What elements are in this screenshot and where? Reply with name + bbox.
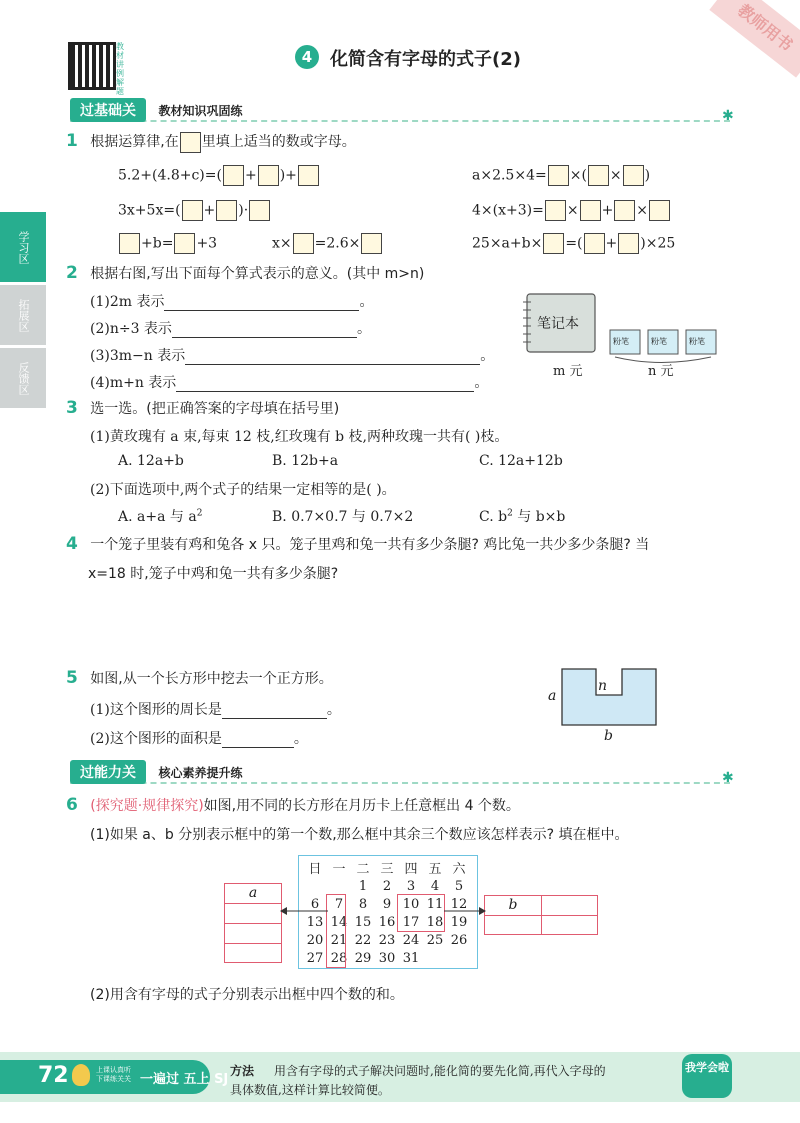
q3-p1-option-b[interactable]: B. 12b+a xyxy=(272,453,339,469)
qr-labels: 教 材 讲 例 解 题 xyxy=(116,42,124,96)
cal-day: 26 xyxy=(450,932,468,948)
star-icon: ✱ xyxy=(722,770,734,786)
cal-head: 日 xyxy=(308,862,322,877)
page-title: 化简含有字母的式子(2) xyxy=(330,49,521,70)
cal-day xyxy=(423,949,447,967)
method-text: 用含有字母的式子解决问题时,能化简的要先化简,再代入字母的 具体数值,这样计算比较简便。 xyxy=(230,1064,606,1097)
frame-b-label: b xyxy=(485,896,542,915)
cal-day: 1 xyxy=(358,878,368,894)
cal-day: 18 xyxy=(426,914,444,930)
section-ability-title: 过能力关 xyxy=(70,760,146,784)
q6-part1: (1)如果 a、b 分别表示框中的第一个数,那么框中其余三个数应该怎样表示? 填在框中。 xyxy=(90,827,629,843)
q5-part1: (1)这个图形的周长是 。 xyxy=(90,702,341,718)
cal-day: 13 xyxy=(306,914,324,930)
q4-line2: x=18 时,笼子中鸡和兔一共有多少条腿? xyxy=(88,566,339,582)
q3-p2-option-b[interactable]: B. 0.7×0.7 与 0.7×2 xyxy=(272,509,414,525)
q3-part1: (1)黄玫瑰有 a 束,每束 12 枝,红玫瑰有 b 枝,两种玫瑰一共有( )枝。 xyxy=(90,429,509,445)
cal-day: 25 xyxy=(426,932,444,948)
notebook-label: 笔记本 xyxy=(537,316,579,332)
answer-frame-a[interactable] xyxy=(224,883,282,963)
cal-day: 10 xyxy=(402,896,420,912)
cal-day: 7 xyxy=(334,896,344,912)
side-tab-study[interactable]: 学习区 xyxy=(0,212,46,282)
section-ability-header xyxy=(70,760,730,784)
cal-day: 5 xyxy=(454,878,464,894)
square-frame xyxy=(397,894,445,932)
cal-day: 23 xyxy=(378,932,396,948)
q2-item-4: (4)m+n 表示 。 xyxy=(90,375,489,391)
question-1: 1 根据运算律,在 里填上适当的数或字母。 xyxy=(66,131,356,151)
cal-day: 21 xyxy=(330,932,348,948)
q5-shape-figure xyxy=(560,667,660,729)
cal-head: 一 xyxy=(332,862,346,877)
q3-p2-option-c[interactable]: C. $b^2$ 与 b×b xyxy=(479,508,566,525)
cal-day: 31 xyxy=(402,950,420,966)
question-2: 2 根据右图,写出下面每个算式表示的意义。(其中 m>n) xyxy=(66,263,425,283)
q3-p1-option-a[interactable]: A. 12a+b xyxy=(118,453,184,469)
q1-row1-right: a×2.5×4= ×( × ) xyxy=(472,165,650,186)
q1-row2-right: 4×(x+3)= × + × xyxy=(472,200,671,221)
method-label: 方法 xyxy=(230,1064,255,1078)
q5-label-n: n xyxy=(598,678,608,694)
cal-day: 29 xyxy=(354,950,372,966)
chalk-label-3: 粉笔 xyxy=(689,337,705,346)
q2-item-1: (1)2m 表示 。 xyxy=(90,294,374,310)
cal-head: 二 xyxy=(356,862,370,877)
n-price-label: n 元 xyxy=(648,364,674,379)
q3-p1-option-c[interactable]: C. 12a+12b xyxy=(479,453,563,469)
footer-brand: 一遍过 五上 SJ xyxy=(140,1072,229,1087)
cal-day: 12 xyxy=(450,896,468,912)
side-tab-feedback[interactable]: 反馈区 xyxy=(0,348,46,408)
cal-day: 22 xyxy=(354,932,372,948)
cal-day: 6 xyxy=(310,896,320,912)
chalk-label-1: 粉笔 xyxy=(613,337,629,346)
badge-icon: 我学会啦 xyxy=(682,1054,732,1098)
answer-frame-b[interactable] xyxy=(484,895,598,935)
q1-row3-b: x× =2.6× xyxy=(272,233,383,254)
arrow-right xyxy=(444,905,486,917)
cal-day xyxy=(327,877,351,895)
q3-part2: (2)下面选项中,两个式子的结果一定相等的是( )。 xyxy=(90,482,396,498)
corner-stamp: 教师用书 xyxy=(709,0,800,78)
side-tab-extend[interactable]: 拓展区 xyxy=(0,285,46,345)
star-icon: ✱ xyxy=(722,108,734,124)
q1-row2-left: 3x+5x=( + )· xyxy=(118,200,271,221)
question-3: 3 选一选。(把正确答案的字母填在括号里) xyxy=(66,398,340,418)
cal-day: 15 xyxy=(354,914,372,930)
cal-day: 17 xyxy=(402,914,420,930)
q1-row3-a: +b= +3 xyxy=(118,233,217,254)
q5-label-b: b xyxy=(604,728,613,744)
footer-slogan: 上课认真听 下课练关关 xyxy=(96,1066,131,1083)
cal-day: 4 xyxy=(430,878,440,894)
question-5: 5 如图,从一个长方形中挖去一个正方形。 xyxy=(66,668,333,688)
cal-day: 30 xyxy=(378,950,396,966)
q2-item-3: (3)3m−n 表示 。 xyxy=(90,348,495,364)
cal-day: 11 xyxy=(426,896,444,912)
cal-day: 24 xyxy=(402,932,420,948)
cal-day: 8 xyxy=(358,896,368,912)
question-6: 6 (探究题·规律探究)如图,用不同的长方形在月历卡上任意框出 4 个数。 xyxy=(66,795,520,815)
question-4: 4 一个笼子里装有鸡和兔各 x 只。笼子里鸡和兔一共有多少条腿? 鸡比兔一共少多少条腿? 当 xyxy=(66,534,650,554)
section-basic-title: 过基础关 xyxy=(70,98,146,122)
cal-day: 9 xyxy=(382,896,392,912)
page-number: 72 xyxy=(38,1063,69,1088)
cal-head: 三 xyxy=(380,862,394,877)
q5-part2: (2)这个图形的面积是 。 xyxy=(90,731,308,747)
cal-day: 20 xyxy=(306,932,324,948)
cal-head: 六 xyxy=(452,862,466,877)
q3-p2-option-a[interactable]: A. a+a 与 $a^2$ xyxy=(118,508,203,525)
q2-item-2: (2)n÷3 表示 。 xyxy=(90,321,371,337)
chalk-label-2: 粉笔 xyxy=(651,337,667,346)
cal-day: 27 xyxy=(306,950,324,966)
m-price-label: m 元 xyxy=(553,364,583,379)
cal-day: 16 xyxy=(378,914,396,930)
cal-day: 19 xyxy=(450,914,468,930)
cal-day: 14 xyxy=(330,914,348,930)
section-basic-header xyxy=(70,98,730,122)
q2-figure xyxy=(515,290,725,380)
frame-a-label: a xyxy=(225,884,281,904)
section-ability-subtitle: 核心素养提升练 xyxy=(158,766,243,780)
mascot-icon xyxy=(72,1064,90,1086)
q1-row3-c: 25×a+b× =( + )×25 xyxy=(472,233,675,254)
cal-day: 2 xyxy=(382,878,392,894)
qr-code[interactable] xyxy=(68,42,116,90)
q1-row1-left: 5.2+(4.8+c)=( + )+ xyxy=(118,165,320,186)
cal-head: 四 xyxy=(404,862,418,877)
cal-day xyxy=(447,949,471,967)
q5-label-a: a xyxy=(548,688,557,704)
cal-day: 28 xyxy=(330,950,348,966)
q6-part2: (2)用含有字母的式子分别表示出框中四个数的和。 xyxy=(90,987,404,1003)
cal-day: 3 xyxy=(406,878,416,894)
section-basic-subtitle: 教材知识巩固练 xyxy=(158,104,243,118)
cal-head: 五 xyxy=(428,862,442,877)
lesson-number-badge: 4 xyxy=(295,45,319,69)
cal-day xyxy=(303,877,327,895)
arrow-left xyxy=(280,905,330,917)
